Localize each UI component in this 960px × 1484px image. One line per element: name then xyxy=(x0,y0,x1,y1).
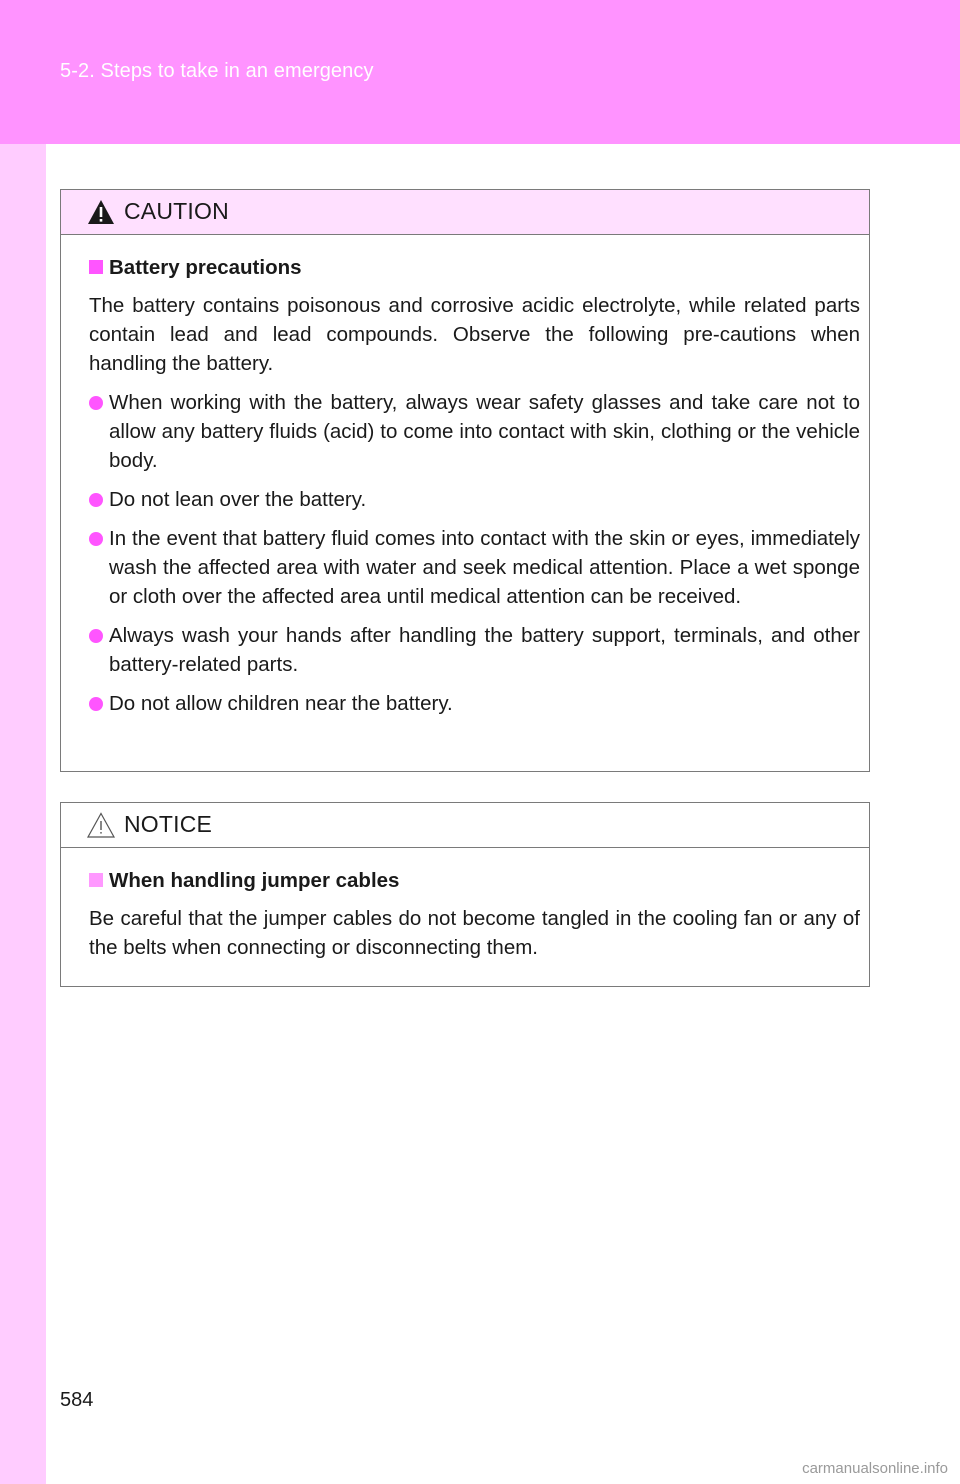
caution-intro-text: The battery contains poisonous and corrosive acidic electrolyte, while related parts contain lead and lead compounds. Observe the following pre-cautions when handling the battery. xyxy=(89,294,860,375)
caution-bullet xyxy=(89,621,860,679)
round-bullet-icon xyxy=(89,697,103,711)
caution-body xyxy=(61,235,869,718)
round-bullet-icon xyxy=(89,532,103,546)
caution-intro xyxy=(89,291,860,378)
caution-bullet xyxy=(89,524,860,611)
caution-header xyxy=(61,190,869,235)
round-bullet-icon xyxy=(89,396,103,410)
caution-bullet-text: Do not lean over the battery. xyxy=(109,488,367,511)
caution-bullet-text: When working with the battery, always wear safety glasses and take care not to allow any battery fluids (acid) to come into contact with skin, clothing or the vehicle body. xyxy=(109,391,860,472)
notice-section-title: When handling jumper cables xyxy=(109,869,400,892)
notice-box xyxy=(60,802,870,987)
notice-label: NOTICE xyxy=(124,811,213,837)
square-bullet-icon xyxy=(89,873,103,887)
notice-text xyxy=(89,904,860,962)
watermark: carmanualsonline.info xyxy=(802,1460,948,1477)
caution-bullet xyxy=(89,689,860,718)
round-bullet-icon xyxy=(89,493,103,507)
round-bullet-icon xyxy=(89,629,103,643)
caution-bullet-text: In the event that battery fluid comes into contact with the skin or eyes, immediately wash the affected area with water and seek medical attention. Place a wet sponge or cloth over the affected area until medical attention can be received. xyxy=(109,527,860,608)
notice-section-heading xyxy=(89,866,860,895)
caution-section-heading xyxy=(89,253,860,282)
caution-bullet-text: Do not allow children near the battery. xyxy=(109,692,453,715)
warning-triangle-filled-icon xyxy=(86,198,116,226)
square-bullet-icon xyxy=(89,260,103,274)
side-margin-band xyxy=(0,144,46,1484)
notice-body xyxy=(61,848,869,962)
notice-text-content: Be careful that the jumper cables do not become tangled in the cooling fan or any of the belts when connecting or disconnecting them. xyxy=(89,907,860,959)
caution-label: CAUTION xyxy=(124,198,229,224)
page-number: 584 xyxy=(60,1389,94,1411)
caution-bullet xyxy=(89,485,860,514)
caution-bullet-text: Always wash your hands after handling the battery support, terminals, and other battery-related parts. xyxy=(109,624,860,676)
header-band xyxy=(0,0,960,144)
notice-header xyxy=(61,803,869,848)
warning-triangle-outline-icon xyxy=(86,811,116,839)
caution-bullet xyxy=(89,388,860,475)
running-header: 5-2. Steps to take in an emergency xyxy=(60,60,374,82)
caution-box xyxy=(60,189,870,772)
caution-section-title: Battery precautions xyxy=(109,256,302,279)
